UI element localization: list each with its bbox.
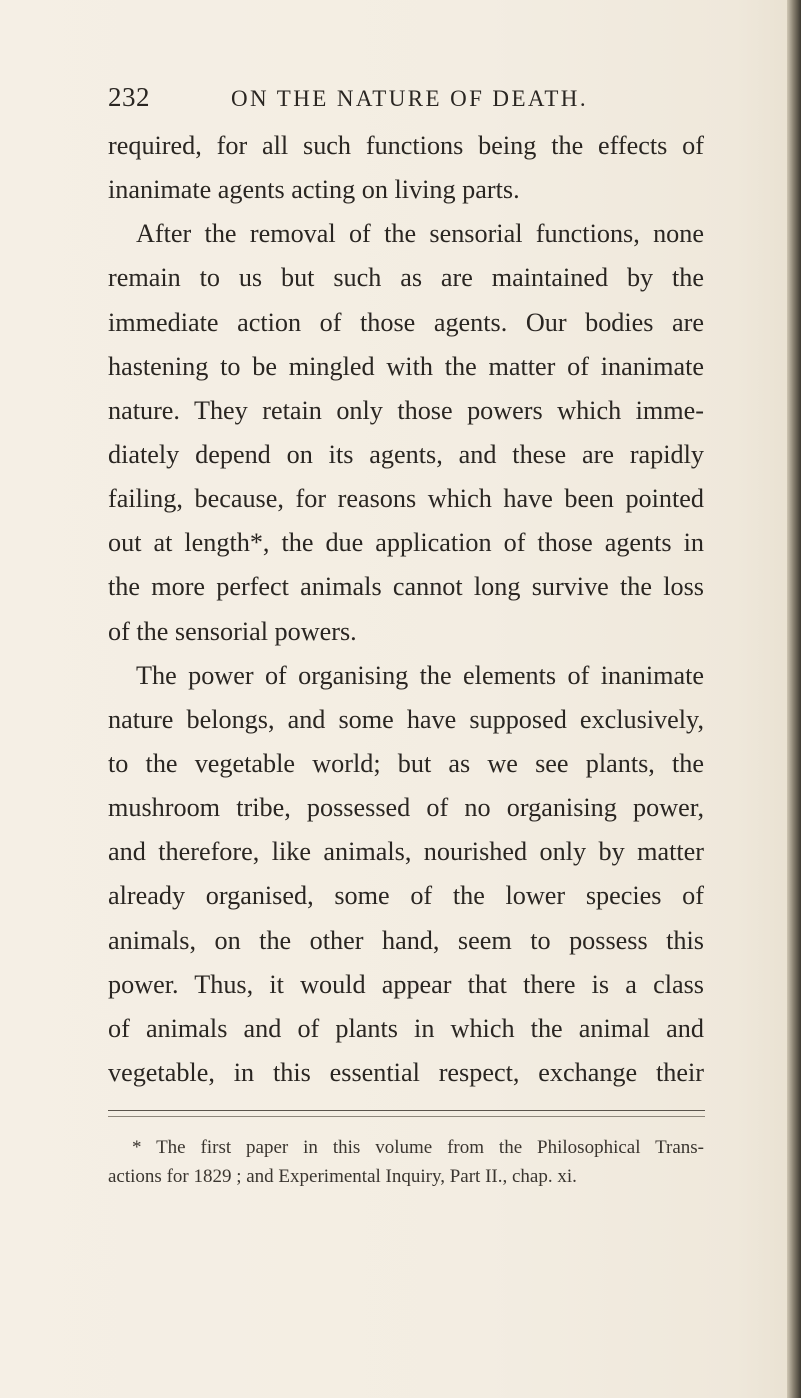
text-line: of the sensorial powers.	[108, 616, 357, 646]
text-line: nature. They retain only those powers which imme-	[108, 395, 704, 425]
running-head: ON THE NATURE OF DEATH.	[231, 86, 588, 111]
text-line: and therefore, like animals, nourished only by matter	[108, 837, 704, 867]
footnote-line: actions for 1829 ; and Experimental Inquiry, Part II., chap. xi.	[108, 1166, 577, 1187]
body-text	[108, 124, 704, 1095]
text-line: mushroom tribe, possessed of no organising power,	[108, 793, 704, 823]
text-line: nature belongs, and some have supposed exclusively,	[108, 704, 704, 734]
text-line: vegetable, in this essential respect, exchange their	[108, 1057, 704, 1087]
page-number: 232	[108, 82, 150, 112]
text-line: After the removal of the sensorial functions, none	[136, 219, 704, 249]
text-line: animals, on the other hand, seem to possess this	[108, 925, 704, 955]
text-line: power. Thus, it would appear that there is a class	[108, 969, 704, 999]
text-line: out at length*, the due application of those agents in	[108, 528, 704, 558]
text-line: the more perfect animals cannot long survive the loss	[108, 572, 704, 602]
text-line: remain to us but such as are maintained by the	[108, 263, 704, 293]
text-line: The power of organising the elements of inanimate	[136, 660, 704, 690]
footnote-rule-secondary	[108, 1116, 705, 1117]
footnote	[108, 1133, 704, 1191]
text-line: immediate action of those agents. Our bodies are	[108, 307, 704, 337]
footnote-line: * The first paper in this volume from the Philosophical Trans-	[132, 1137, 704, 1158]
text-line: failing, because, for reasons which have been pointed	[108, 484, 704, 514]
text-line: inanimate agents acting on living parts.	[108, 175, 520, 205]
text-line: to the vegetable world; but as we see plants, the	[108, 748, 704, 778]
text-line: diately depend on its agents, and these are rapidly	[108, 439, 704, 469]
page-header	[108, 82, 708, 118]
text-line: of animals and of plants in which the animal and	[108, 1013, 704, 1043]
text-line: required, for all such functions being the effects of	[108, 131, 704, 160]
footnote-rule	[108, 1110, 705, 1111]
text-line: already organised, some of the lower species of	[108, 881, 704, 911]
text-line: hastening to be mingled with the matter of inanimate	[108, 351, 704, 381]
page-edge-shadow	[787, 0, 801, 1398]
